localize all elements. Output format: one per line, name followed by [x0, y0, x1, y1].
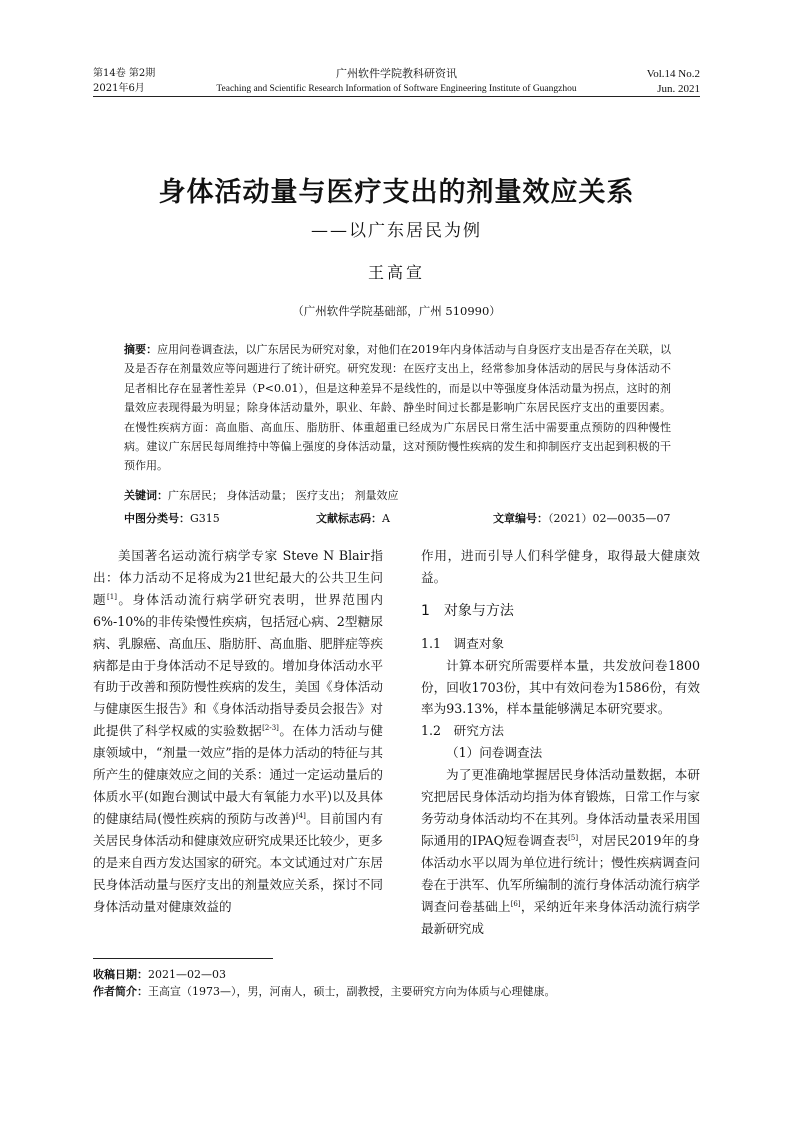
intro-text-4: 。目前国内有关居民身体活动和健康效应研究成果还比较少，更多的是来自西方发达国家的研究。本文试通过对广东居民身体活动量与医疗支出的剂量效应关系，探讨不同身体活动量对健康效益的	[93, 810, 383, 914]
body-right-column	[421, 545, 700, 939]
article-number-label: 文章编号：	[493, 512, 548, 525]
issue-month: Jun. 2021	[657, 83, 700, 95]
footnote-rule	[93, 958, 273, 959]
header-rule	[93, 96, 700, 97]
subsection-heading-1-2: 1.2 研究方法	[421, 723, 504, 739]
clc-label: 中图分类号：	[124, 512, 190, 525]
keywords	[124, 487, 399, 503]
journal-name-cn: 广州软件学院教科研资讯	[336, 67, 457, 80]
citation-2: [2-3]	[262, 724, 279, 733]
clc-number	[124, 510, 220, 526]
journal-date: 2021年6月	[93, 83, 145, 94]
paper-title: 身体活动量与医疗支出的剂量效应关系	[158, 177, 635, 208]
abstract	[124, 340, 671, 476]
journal-name-en: Teaching and Scientific Research Information of Software Engineering Institute of Guangzhou	[216, 84, 577, 94]
received-value: 2021—02—03	[148, 968, 226, 981]
intro-paragraph	[93, 545, 383, 917]
received-date	[93, 966, 226, 982]
abstract-text: 应用问卷调查法，以广东居民为研究对象，对他们在2019年内身体活动与自身医疗支出是否存在关联，以及是否存在剂量效应等问题进行了统计研究。研究发现：在医疗支出上，经常参加身体活动的居民与身体活动不足者相比存在显著性差异（P<0.01），但是这种差异不是线性的，而是以中等强度身体活动量为拐点，这时的剂量效应表现得最为明显；除身体活动量外，职业、年龄、静坐时间过长都是影响广东居民医疗支出的重要因素。在慢性疾病方面：高血脂、高血压、脂肪肝、体重超重已经成为广东居民日常生活中需要重点预防的四种慢性病。建议广东居民每周维持中等偏上强度的身体活动量，这对预防慢性疾病的发生和抑制医疗支出起到积极的干预作用。	[124, 343, 672, 473]
intro-text-2: 。身体活动流行病学研究表明，世界范围内6%-10%的非传染慢性疾病，包括冠心病、2型糖尿病、乳腺癌、高血压、脂肪肝、高血脂、肥胖症等疾病都是由于身体活动不足导致的。增加身体活动水平有助于改善和预防慢性疾病的发生，美国《身体活动与健康医生报告》和《身体活动指导委员会报告》对此提供了科学权威的实验数据	[93, 591, 384, 739]
citation-3: [4]	[295, 811, 306, 820]
document-code	[316, 510, 390, 526]
method-text-2: ，对居民2019年的身体活动水平以周为单位进行统计；慢性疾病调查问卷在于洪军、仇军所编制的流行身体活动流行病学调查问卷基础上	[421, 832, 700, 914]
citation-1: [1]	[107, 592, 117, 601]
article-number	[493, 510, 670, 526]
subsection-heading-1-1: 1.1 调查对象	[421, 635, 504, 651]
journal-issue: 第14卷 第2期	[93, 68, 156, 79]
abstract-label: 摘要：	[124, 343, 158, 356]
author-bio-value: 王高宣（1973—），男，河南人，硕士，副教授，主要研究方向为体质与心理健康。	[148, 985, 556, 998]
method-text-1: 为了更准确地掌握居民身体活动量数据，本研究把居民身体活动均指为体育锻炼，日常工作与家务劳动身体活动均不在其列。身体活动量表采用国际通用的IPAQ短卷调查表	[421, 767, 700, 848]
method-subheading: （1）问卷调查法	[446, 745, 543, 761]
body-left-column	[93, 545, 383, 917]
survey-paragraph: 计算本研究所需要样本量，共发放问卷1800份，回收1703份，其中有效问卷为1586份，有效率为93.13%，样本量能够满足本研究要求。	[421, 657, 700, 717]
article-number-value: （2021）02—0035—07	[548, 512, 671, 525]
continued-text: 作用，进而引导人们科学健身，取得最大健康效益。	[421, 548, 700, 585]
volume-number: Vol.14 No.2	[646, 68, 700, 80]
citation-5: [5]	[568, 833, 579, 842]
author-name: 王高宣	[367, 263, 425, 282]
method-paragraph	[421, 764, 700, 939]
keywords-label: 关键词：	[124, 489, 168, 502]
intro-text-1: 美国著名运动流行病学专家 Steve N Blair指出：体力活动不足将成为21世纪最大的公共卫生问题	[93, 548, 383, 607]
section-heading-1: 1 对象与方法	[421, 602, 514, 619]
citation-6: [6]	[510, 899, 521, 908]
paper-subtitle: ——以广东居民为例	[311, 221, 482, 241]
author-bio	[93, 983, 556, 999]
keywords-text: 广东居民； 身体活动量； 医疗支出； 剂量效应	[168, 489, 399, 502]
doc-code-label: 文献标志码：	[316, 512, 382, 525]
doc-code-value: A	[382, 512, 390, 525]
author-affiliation: （广州软件学院基础部，广州 510990）	[292, 304, 501, 318]
method-text-3: ，采纳近年来身体活动流行病学最新研究成	[421, 898, 701, 936]
clc-value: G315	[190, 512, 220, 525]
intro-text-3: 。在体力活动与健康领域中，“剂量一效应”指的是体力活动的特征与其所产生的健康效应之间的关系：通过一定运动量后的体质水平(如跑台测试中最大有氧能力水平)以及具体的健康结局(慢性疾病的预防与改善)	[93, 723, 384, 826]
received-label: 收稿日期：	[93, 968, 148, 981]
author-bio-label: 作者简介：	[93, 985, 148, 998]
